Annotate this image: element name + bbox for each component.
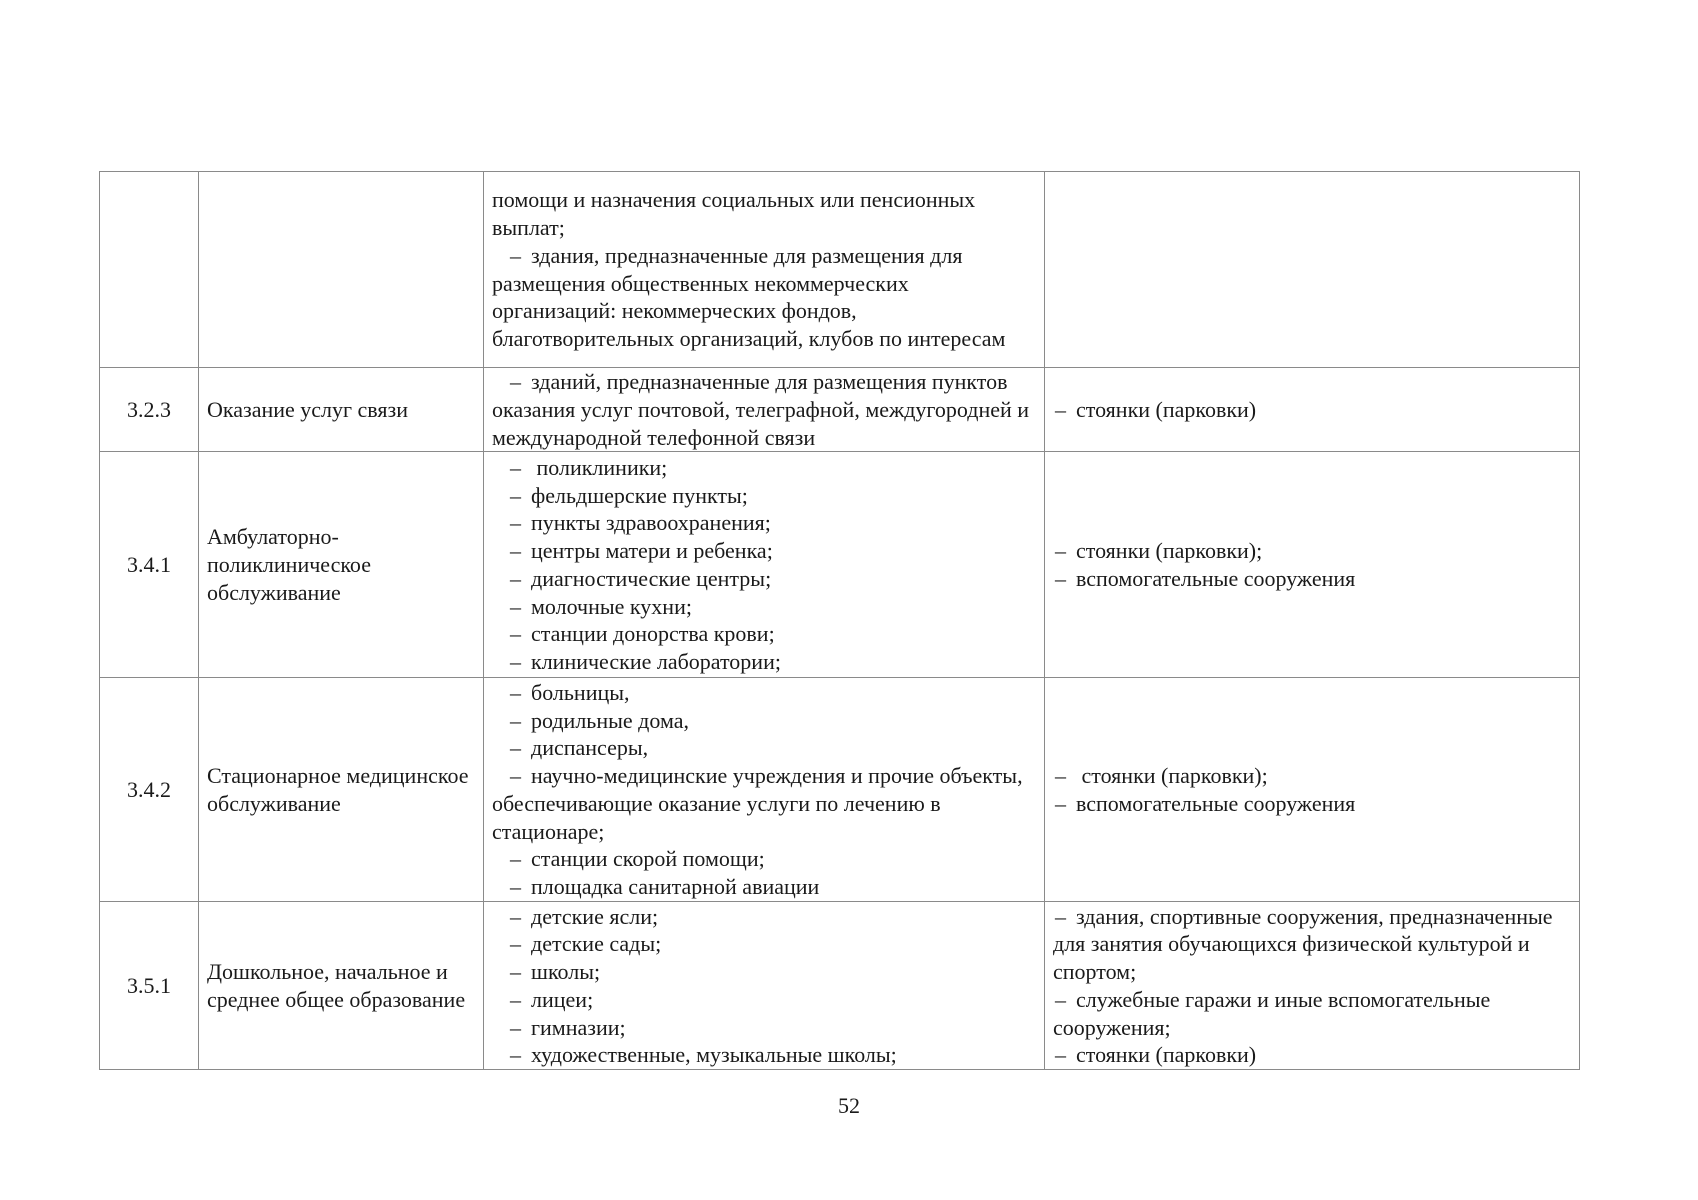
code-cell <box>100 172 199 368</box>
list-item <box>492 648 1036 676</box>
list-item-text: больницы, <box>531 679 630 705</box>
list-item-text: пункты здравоохранения; <box>531 510 771 536</box>
list-item-text: художественные, музыкальные школы; <box>531 1042 897 1068</box>
dash-marker: – <box>510 510 521 536</box>
main-uses-cell <box>484 172 1045 368</box>
list-item-text: станции скорой помощи; <box>531 846 765 872</box>
list-item-text: здания, предназначенные для размещения для размещения общественных некоммерческих организаций: некоммерческих фондов, благотворительных организаций, клубов по интересам <box>492 242 1006 352</box>
dash-marker: – <box>510 1042 521 1068</box>
dash-marker: – <box>1055 538 1066 564</box>
list-item-text: вспомогательные сооружения <box>1076 565 1356 591</box>
list-item <box>492 565 1036 593</box>
list-item <box>492 593 1036 621</box>
table-row <box>100 368 1580 452</box>
code-cell: 3.5.1 <box>100 902 199 1070</box>
list-item-text: вспомогательные сооружения <box>1076 790 1356 816</box>
auxiliary-uses-cell <box>1045 678 1580 902</box>
dash-marker: – <box>1055 1042 1066 1068</box>
list-item <box>492 707 1036 735</box>
list-item <box>492 986 1036 1014</box>
table-row <box>100 452 1580 678</box>
list-item <box>492 930 1036 958</box>
list-item-text: центры матери и ребенка; <box>531 538 773 564</box>
dash-marker: – <box>510 1014 521 1040</box>
dash-marker: – <box>510 649 521 675</box>
dash-marker: – <box>510 369 521 394</box>
list-item-text: родильные дома, <box>531 707 689 733</box>
dash-marker: – <box>510 931 521 957</box>
auxiliary-uses-cell <box>1045 902 1580 1070</box>
list-item <box>492 845 1036 873</box>
auxiliary-uses-cell <box>1045 368 1580 452</box>
list-item-text: школы; <box>531 959 601 985</box>
list-item <box>492 186 1036 242</box>
dash-marker: – <box>510 874 521 900</box>
dash-marker: – <box>510 242 521 268</box>
list-item <box>492 454 1036 482</box>
list-item <box>492 679 1036 707</box>
dash-marker: – <box>510 763 521 789</box>
dash-marker: – <box>510 735 521 761</box>
main-uses-cell <box>484 452 1045 678</box>
auxiliary-uses-cell <box>1045 452 1580 678</box>
code-cell: 3.4.2 <box>100 678 199 902</box>
dash-marker: – <box>510 986 521 1012</box>
table-row <box>100 902 1580 1070</box>
list-item <box>492 537 1036 565</box>
use-name-cell: Амбулаторно-поликлиническое обслуживание <box>199 452 484 678</box>
list-item <box>492 482 1036 510</box>
list-item-text: лицеи; <box>531 986 594 1012</box>
use-name-cell: Оказание услуг связи <box>199 368 484 452</box>
list-item-text: помощи и назначения социальных или пенсионных выплат; <box>492 187 976 240</box>
list-item-text: молочные кухни; <box>531 593 692 619</box>
code-cell: 3.4.1 <box>100 452 199 678</box>
list-item <box>1053 565 1571 593</box>
list-item-text: зданий, предназначенные для размещения пунктов оказания услуг почтовой, телеграфной, междугородней и международной телефонной связи <box>492 369 1030 450</box>
list-item-text: клинические лаборатории; <box>531 649 781 675</box>
list-item-text: здания, спортивные сооружения, предназначенные для занятия обучающихся физической культурой и спортом; <box>1053 903 1553 985</box>
list-item <box>1053 396 1571 424</box>
list-item <box>492 620 1036 648</box>
land-use-table <box>99 171 1580 1070</box>
dash-marker: – <box>510 903 521 929</box>
list-item-text: стоянки (парковки) <box>1076 1042 1257 1068</box>
main-uses-cell <box>484 678 1045 902</box>
dash-marker: – <box>510 454 521 480</box>
dash-marker: – <box>510 593 521 619</box>
dash-marker: – <box>510 565 521 591</box>
use-name-cell <box>199 172 484 368</box>
table-row <box>100 678 1580 902</box>
list-item <box>492 1014 1036 1042</box>
list-item-text: станции донорства крови; <box>531 621 775 647</box>
list-item-text: поликлиники; <box>531 454 668 480</box>
main-uses-cell <box>484 368 1045 452</box>
list-item-text: детские сады; <box>531 931 662 957</box>
dash-marker: – <box>1055 763 1066 789</box>
list-item-text: площадка санитарной авиации <box>531 874 820 900</box>
list-item-text: стоянки (парковки) <box>1076 396 1257 422</box>
list-item-text: гимназии; <box>531 1014 626 1040</box>
auxiliary-uses-cell <box>1045 172 1580 368</box>
page-number: 52 <box>838 1093 860 1118</box>
list-item-text: научно-медицинские учреждения и прочие объекты, обеспечивающие оказание услуги по лечению в стационаре; <box>492 763 1023 844</box>
main-uses-cell <box>484 902 1045 1070</box>
list-item <box>492 734 1036 762</box>
dash-marker: – <box>510 621 521 647</box>
list-item-text: стоянки (парковки); <box>1076 763 1268 789</box>
list-item-text: служебные гаражи и иные вспомогательные сооружения; <box>1053 986 1491 1040</box>
list-item <box>492 509 1036 537</box>
list-item <box>1053 762 1571 790</box>
list-item <box>1053 537 1571 565</box>
list-item-text: детские ясли; <box>531 903 659 929</box>
use-name-cell: Стационарное медицинское обслуживание <box>199 678 484 902</box>
dash-marker: – <box>510 679 521 705</box>
list-item <box>1053 986 1571 1042</box>
list-item <box>492 873 1036 901</box>
dash-marker: – <box>1055 396 1066 422</box>
code-cell: 3.2.3 <box>100 368 199 452</box>
list-item-text: стоянки (парковки); <box>1076 538 1263 564</box>
dash-marker: – <box>510 482 521 508</box>
list-item-text: диагностические центры; <box>531 565 772 591</box>
list-item <box>1053 903 1571 986</box>
list-item <box>1053 790 1571 818</box>
table-body <box>100 172 1580 1070</box>
use-name-cell: Дошкольное, начальное и среднее общее образование <box>199 902 484 1070</box>
list-item-text: диспансеры, <box>531 735 649 761</box>
dash-marker: – <box>510 707 521 733</box>
list-item <box>492 958 1036 986</box>
dash-marker: – <box>1055 903 1066 929</box>
dash-marker: – <box>510 846 521 872</box>
list-item <box>492 368 1036 451</box>
list-item-text: фельдшерские пункты; <box>531 482 748 508</box>
dash-marker: – <box>1055 790 1066 816</box>
dash-marker: – <box>510 959 521 985</box>
list-item <box>1053 1041 1571 1069</box>
list-item <box>492 242 1036 353</box>
dash-marker: – <box>1055 565 1066 591</box>
list-item <box>492 903 1036 931</box>
list-item <box>492 1041 1036 1069</box>
list-item <box>492 762 1036 845</box>
dash-marker: – <box>510 538 521 564</box>
dash-marker: – <box>1055 986 1066 1012</box>
table-row <box>100 172 1580 368</box>
